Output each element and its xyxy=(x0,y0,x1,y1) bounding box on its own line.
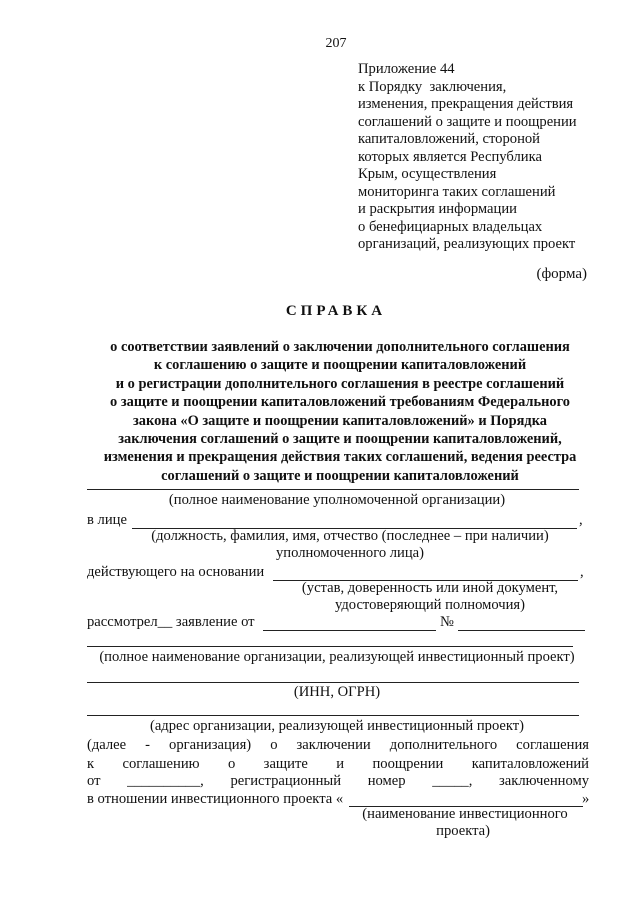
subtitle-line: о соответствии заявлений о заключении дополнительного соглашения xyxy=(110,339,570,355)
investor-name-blank[interactable] xyxy=(87,646,573,647)
subtitle-line: о защите и поощрении капиталовложений требованиям Федерального xyxy=(110,394,570,411)
appendix-line: организаций, реализующих проект xyxy=(358,236,576,252)
project-name-caption: (наименование инвестиционного xyxy=(362,806,568,822)
appendix-line: о бенефициарных владельцах xyxy=(358,218,543,235)
subtitle-line: изменения и прекращения действия таких соглашений, ведения реестра xyxy=(103,449,577,466)
application-number-blank[interactable] xyxy=(458,630,585,631)
org-name-blank[interactable] xyxy=(87,489,579,490)
org-name-caption: (полное наименование уполномоченной организации) xyxy=(168,492,506,508)
subtitle-line: к соглашению о защите и поощрении капиталовложений xyxy=(153,357,527,374)
appendix-line: которых является Республика xyxy=(358,148,542,165)
appendix-line: соглашений о защите и поощрении xyxy=(358,113,577,130)
project-name-caption xyxy=(345,823,585,840)
subtitle-line: закона «О защите и поощрении капиталовложений» и Порядка xyxy=(133,412,547,429)
document-title: СПРАВКА xyxy=(285,303,387,319)
appendix-line: капиталовложений, стороной xyxy=(358,131,540,147)
address-caption: (адрес организации, реализующей инвестиционный проект) xyxy=(149,718,525,734)
inn-ogrn-caption: (ИНН, ОГРН) xyxy=(293,684,381,700)
project-quote-close: » xyxy=(582,791,590,807)
reviewed-label: рассмотрел__ заявление от xyxy=(87,614,255,630)
appendix-note xyxy=(358,61,577,254)
investor-name-caption: (полное наименование организации, реализующей инвестиционный проект) xyxy=(99,649,575,665)
person-caption: (должность, фамилия, имя, отчество (последнее – при наличии) xyxy=(151,528,549,544)
appendix-line: изменения, прекращения действия xyxy=(358,96,574,112)
subtitle-line: и о регистрации дополнительного соглашения в реестре соглашений xyxy=(115,375,565,392)
basis-caption: удостоверяющий полномочия) xyxy=(334,597,526,613)
person-caption: уполномоченного лица) xyxy=(275,545,425,561)
project-label: в отношении инвестиционного проекта « xyxy=(87,791,344,807)
appendix-line: к Порядку заключения, xyxy=(358,78,507,95)
basis-comma: , xyxy=(580,564,584,580)
project-name-caption-part: проекта) xyxy=(436,823,490,839)
address-blank[interactable] xyxy=(87,715,579,716)
basis-caption: (устав, доверенность или иной документ, xyxy=(301,580,559,596)
subtitle-line: заключения соглашений о защите и поощрении капиталовложений, xyxy=(118,431,562,448)
paragraph-line: (далее - организация) о заключении дополнительного соглашения xyxy=(87,737,589,753)
application-date-blank[interactable] xyxy=(263,630,436,631)
paragraph-line: от __________, регистрационный номер _____, заключенному xyxy=(87,773,589,789)
appendix-line: Приложение 44 xyxy=(358,61,455,77)
inn-ogrn-blank[interactable] xyxy=(87,682,579,683)
appendix-line: мониторинга таких соглашений xyxy=(358,183,556,200)
basis-label: действующего на основании xyxy=(87,564,265,580)
paragraph-line: к соглашению о защите и поощрении капиталовложений xyxy=(87,756,589,772)
appendix-line: Крым, осуществления xyxy=(358,166,497,182)
number-sign: № xyxy=(440,614,454,630)
appendix-line: и раскрытия информации xyxy=(358,201,517,217)
document-subtitle xyxy=(0,338,640,485)
form-label: (форма) xyxy=(536,266,587,282)
person-comma: , xyxy=(579,512,583,528)
subtitle-line: соглашений о защите и поощрении капиталовложений xyxy=(161,467,519,484)
person-label: в лице xyxy=(87,512,127,528)
page-number: 207 xyxy=(325,36,347,51)
